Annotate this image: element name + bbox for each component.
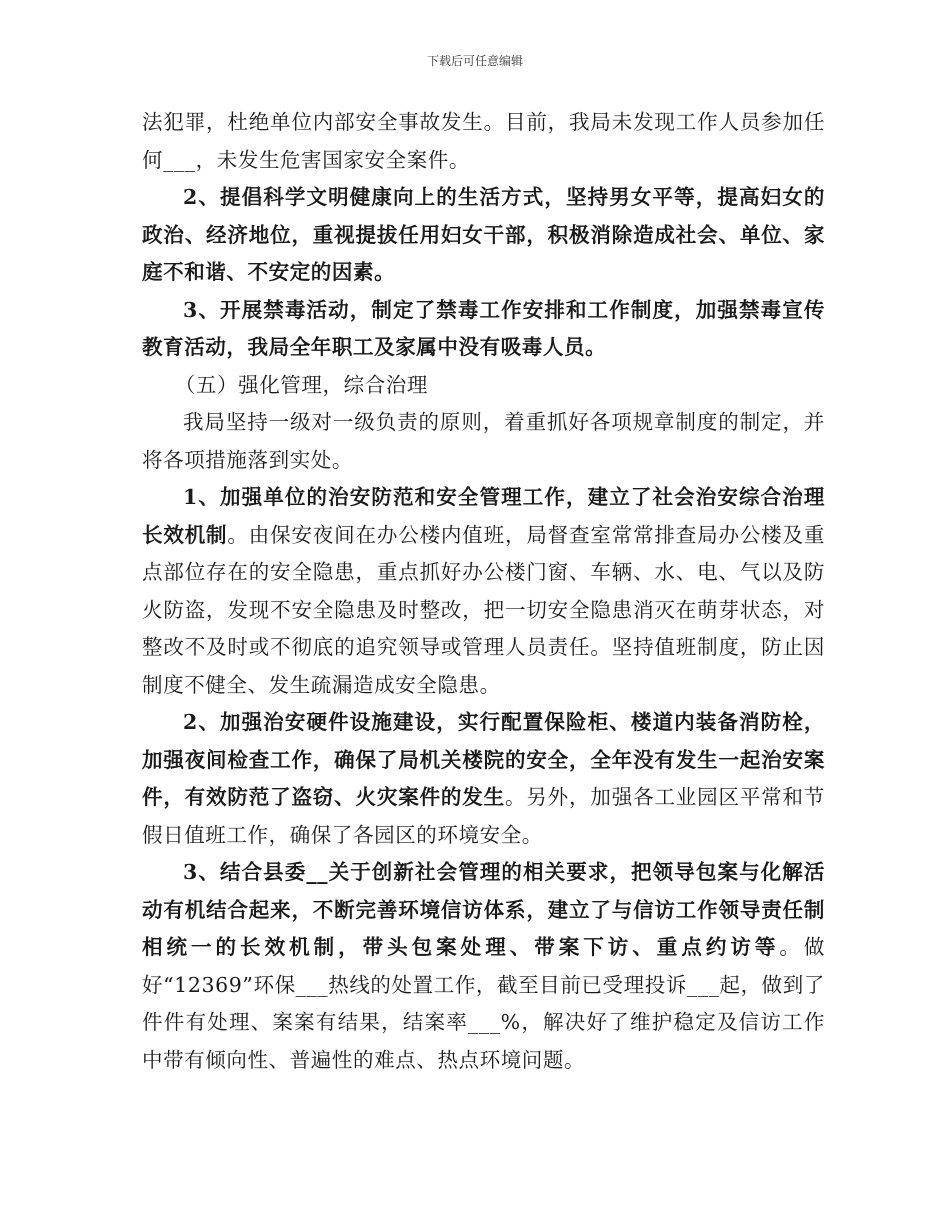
paragraph-item-2: 2、提倡科学文明健康向上的生活方式，坚持男女平等，提高妇女的政治、经济地位，重视提拔任用妇女干部，积极消除造成社会、单位、家庭不和谐、不安定的因素。 [142,185,825,284]
section-heading: （五）强化管理，综合治理 [174,372,428,397]
bold-lead: 1、加强单位的治安防范和安全管理工作，建立了社会治安综合治理长效机制 [142,485,825,547]
page-header: 下载后可任意编辑 [426,54,523,68]
paragraph-item-3: 3、开展禁毒活动，制定了禁毒工作安排和工作制度，加强禁毒宣传教育活动，我局全年职工及家属中没有吸毒人员。 [142,297,825,359]
paragraph-item-1 [142,479,825,704]
body-text: 。由保安夜间在办公楼内值班，局督查室常常排查局办公楼及重点部位存在的安全隐患，重点抓好办公楼门窗、车辆、水、电、气以及防火防盗，发现不安全隐患及时整改，把一切安全隐患消灭在萌芽状态，对整改不及时或不彻底的追究领导或管理人员责任。坚持值班制度，防止因制度不健全、发生疏漏造成安全隐患。 [142,522,825,697]
bold-lead: 2、加强治安硬件设施建设，实行配置保险柜、楼道内装备消防栓，加强夜间检查工作，确保了局机关楼院的安全，全年没有发生一起治安案件，有效防范了盗窃、火灾案件的发生 [142,710,825,809]
document-body [142,104,825,1079]
paragraph-item-3b [142,854,825,1079]
body-text: 。做好“12369”环保___热线的处置工作，截至目前已受理投诉___起，做到了件件有处理、案案有结果，结案率___%，解决好了维护稳定及信访工作中带有倾向性、普遍性的难点、热点环境问题。 [142,935,825,1072]
paragraph-item-2b [142,704,825,854]
bold-lead: 3、结合县委__关于创新社会管理的相关要求，把领导包案与化解活动有机结合起来，不断完善环境信访体系，建立了与信访工作领导责任制相统一的长效机制，带头包案处理、带案下访、重点约访等 [142,860,825,959]
body-text: 。另外，加强各工业园区平常和节假日值班工作，确保了各园区的环境安全。 [142,785,826,847]
paragraph-continuation: 法犯罪，杜绝单位内部安全事故发生。目前，我局未发现工作人员参加任何___，未发生危害国家安全案件。 [142,110,825,172]
paragraph-intro: 我局坚持一级对一级负责的原则，着重抓好各项规章制度的制定，并将各项措施落到实处。 [142,410,825,472]
